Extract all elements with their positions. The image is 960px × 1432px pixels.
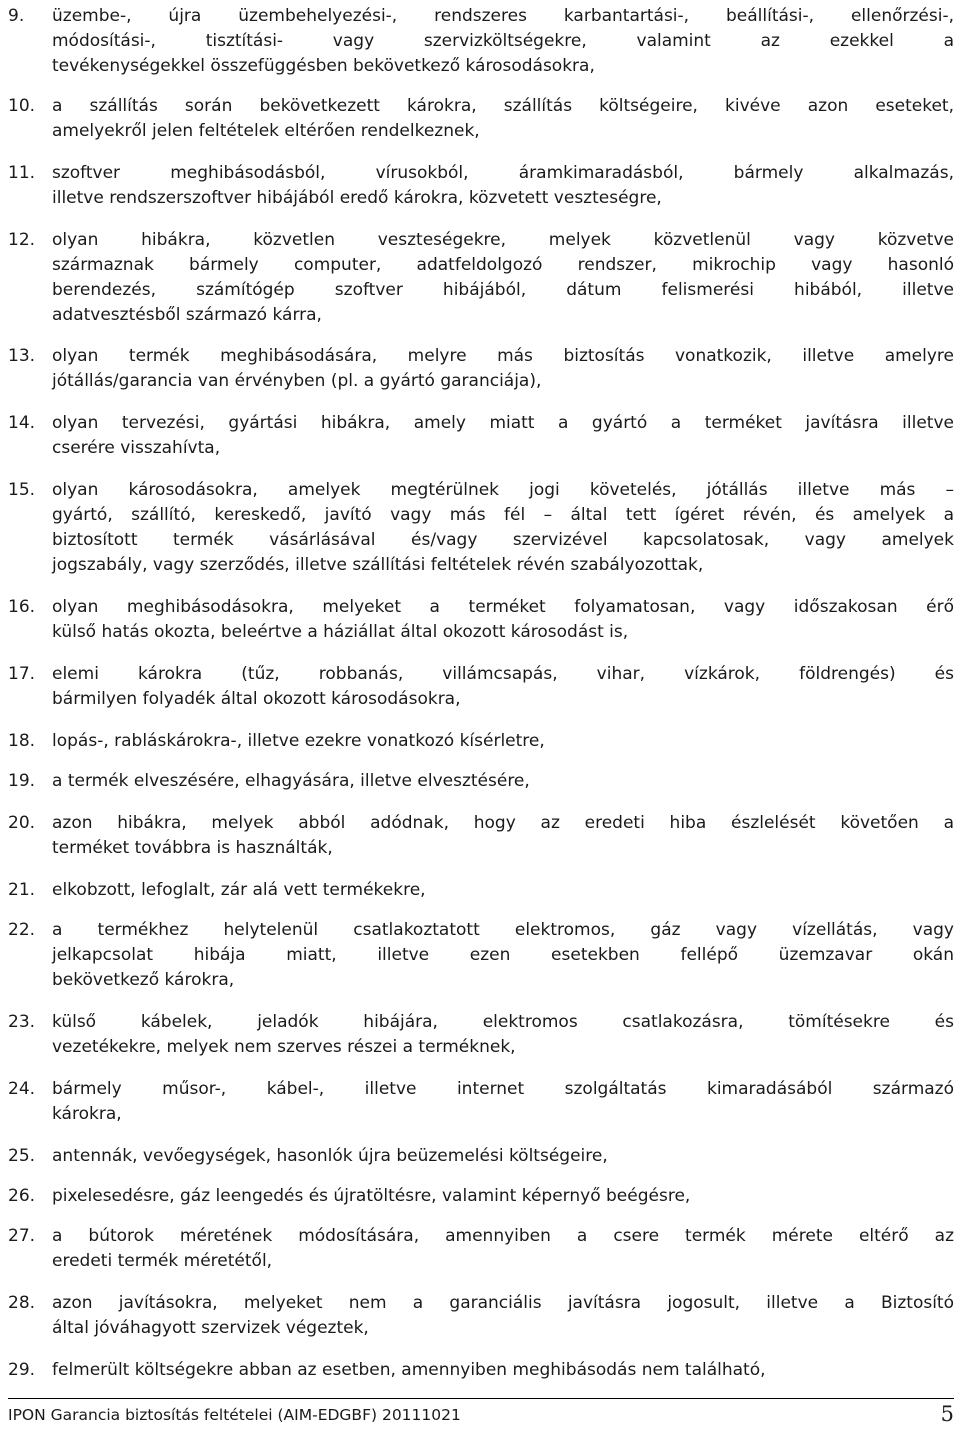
list-item: [8, 769, 954, 794]
text-line: jótállás/garancia van érvényben (pl. a gyártó garanciája),: [52, 371, 542, 391]
text-line: olyan termék meghibásodására, melyre más biztosítás vonatkozik, illetve amelyre: [52, 346, 954, 366]
list-item-number: 11.: [8, 163, 36, 183]
page-footer: [8, 1398, 954, 1426]
text-line: által jóváhagyott szervizek végeztek,: [52, 1318, 369, 1338]
list-item-text: [52, 1358, 954, 1383]
list-item-text: [52, 1224, 954, 1274]
list-item: [8, 878, 954, 903]
text-line: bármely műsor-, kábel-, illetve internet szolgáltatás kimaradásából származó: [52, 1079, 954, 1099]
text-line: pixelesedésre, gáz leengedés és újratöltésre, valamint képernyő beégésre,: [52, 1186, 691, 1206]
list-item: [8, 344, 954, 394]
list-item-number: 25.: [8, 1146, 36, 1166]
text-line: adatvesztésből származó kárra,: [52, 305, 322, 325]
text-line: károkra,: [52, 1104, 122, 1124]
text-line: elemi károkra (tűz, robbanás, villámcsapás, vihar, vízkárok, földrengés) és: [52, 664, 954, 684]
text-line: származnak bármely computer, adatfeldolgozó rendszer, mikrochip vagy hasonló: [52, 255, 954, 275]
list-item-text: [52, 344, 954, 394]
list-item: [8, 1184, 954, 1209]
list-item-text: [52, 769, 954, 794]
text-line: olyan tervezési, gyártási hibákra, amely miatt a gyártó a terméket javításra illetve: [52, 413, 954, 433]
text-line: a termék elveszésére, elhagyására, illetve elvesztésére,: [52, 771, 530, 791]
list-item: [8, 4, 954, 79]
text-line: terméket továbbra is használták,: [52, 838, 333, 858]
list-item-text: [52, 94, 954, 144]
list-item-number: 9.: [8, 6, 25, 26]
list-item-number: 24.: [8, 1079, 36, 1099]
text-line: üzembe-, újra üzembehelyezési-, rendszeres karbantartási-, beállítási-, ellenőrzési-,: [52, 6, 954, 26]
text-line: felmerült költségekre abban az esetben, amennyiben meghibásodás nem található,: [52, 1360, 766, 1380]
text-line: illetve rendszerszoftver hibájából eredő károkra, közvetett veszteségre,: [52, 188, 662, 208]
list-item-text: [52, 1010, 954, 1060]
text-line: szoftver meghibásodásból, vírusokból, áramkimaradásból, bármely alkalmazás,: [52, 163, 954, 183]
list-item-text: [52, 161, 954, 211]
list-item: [8, 478, 954, 578]
list-item-number: 22.: [8, 920, 36, 940]
list-item-number: 27.: [8, 1226, 36, 1246]
text-line: tevékenységekkel összefüggésben bekövetkező károsodásokra,: [52, 56, 595, 76]
list-item: [8, 1358, 954, 1383]
list-item-text: [52, 811, 954, 861]
list-item-text: [52, 1184, 954, 1209]
list-item-text: [52, 662, 954, 712]
list-item: [8, 811, 954, 861]
list-item: [8, 411, 954, 461]
list-item: [8, 1077, 954, 1127]
list-item-number: 10.: [8, 96, 36, 116]
text-line: olyan károsodásokra, amelyek megtérülnek jogi követelés, jótállás illetve más –: [52, 480, 954, 500]
text-line: külső kábelek, jeladók hibájára, elektromos csatlakozásra, tömítésekre és: [52, 1012, 954, 1032]
text-line: külső hatás okozta, beleértve a háziállat által okozott károsodást is,: [52, 622, 629, 642]
list-item-number: 16.: [8, 597, 36, 617]
list-item: [8, 918, 954, 993]
list-item-number: 14.: [8, 413, 36, 433]
list-item-text: [52, 918, 954, 993]
list-item-text: [52, 478, 954, 578]
text-line: cserére visszahívta,: [52, 438, 221, 458]
text-line: amelyekről jelen feltételek eltérően rendelkeznek,: [52, 121, 480, 141]
text-line: eredeti termék méretétől,: [52, 1251, 273, 1271]
text-line: bármilyen folyadék által okozott károsodásokra,: [52, 689, 461, 709]
list-item: [8, 1291, 954, 1341]
list-item: [8, 161, 954, 211]
text-line: bekövetkező károkra,: [52, 970, 235, 990]
text-line: antennák, vevőegységek, hasonlók újra beüzemelési költségeire,: [52, 1146, 608, 1166]
list-item-number: 12.: [8, 230, 36, 250]
list-item-number: 18.: [8, 731, 36, 751]
list-item-number: 26.: [8, 1186, 36, 1206]
list-item: [8, 228, 954, 328]
list-item-text: [52, 411, 954, 461]
list-item-number: 15.: [8, 480, 36, 500]
list-item-number: 29.: [8, 1360, 36, 1380]
list-item: [8, 662, 954, 712]
list-item: [8, 1144, 954, 1169]
list-item-number: 23.: [8, 1012, 36, 1032]
text-line: jogszabály, vagy szerződés, illetve szállítási feltételek révén szabályozottak,: [52, 555, 704, 575]
footer-document-title: IPON Garancia biztosítás feltételei (AIM-EDGBF) 20111021: [8, 1406, 461, 1424]
text-line: lopás-, rabláskárokra-, illetve ezekre vonatkozó kísérletre,: [52, 731, 545, 751]
text-line: a bútorok méretének módosítására, amennyiben a csere termék mérete eltérő az: [52, 1226, 954, 1246]
text-line: gyártó, szállító, kereskedő, javító vagy más fél – által tett ígéret révén, és amelyek a: [52, 505, 954, 525]
list-item-text: [52, 228, 954, 328]
text-line: biztosított termék vásárlásával és/vagy szervizével kapcsolatosak, vagy amelyek: [52, 530, 954, 550]
text-line: jelkapcsolat hibája miatt, illetve ezen esetekben fellépő üzemzavar okán: [52, 945, 954, 965]
list-item-text: [52, 1291, 954, 1341]
list-item: [8, 729, 954, 754]
text-line: módosítási-, tisztítási- vagy szervizköltségekre, valamint az ezekkel a: [52, 31, 954, 51]
list-item: [8, 1010, 954, 1060]
text-line: olyan hibákra, közvetlen veszteségekre, melyek közvetlenül vagy közvetve: [52, 230, 954, 250]
list-item: [8, 1224, 954, 1274]
list-item-number: 21.: [8, 880, 36, 900]
list-item-number: 20.: [8, 813, 36, 833]
list-item-text: [52, 595, 954, 645]
list-item-text: [52, 1144, 954, 1169]
text-line: olyan meghibásodásokra, melyeket a terméket folyamatosan, vagy időszakosan érő: [52, 597, 954, 617]
list-item-text: [52, 1077, 954, 1127]
text-line: elkobzott, lefoglalt, zár alá vett termékekre,: [52, 880, 426, 900]
list-item-number: 19.: [8, 771, 36, 791]
text-line: azon hibákra, melyek abból adódnak, hogy az eredeti hiba észlelését követően a: [52, 813, 954, 833]
list-item-number: 13.: [8, 346, 36, 366]
list-item-number: 17.: [8, 664, 36, 684]
text-line: a termékhez helytelenül csatlakoztatott elektromos, gáz vagy vízellátás, vagy: [52, 920, 954, 940]
text-line: azon javításokra, melyeket nem a garanciális javításra jogosult, illetve a Biztosító: [52, 1293, 954, 1313]
list-item-text: [52, 878, 954, 903]
text-line: berendezés, számítógép szoftver hibájából, dátum felismerési hibából, illetve: [52, 280, 954, 300]
list-item: [8, 94, 954, 144]
list-item-number: 28.: [8, 1293, 36, 1313]
text-line: a szállítás során bekövetkezett károkra, szállítás költségeire, kivéve azon eseteket,: [52, 96, 954, 116]
list-item-text: [52, 729, 954, 754]
list-item-text: [52, 4, 954, 79]
text-line: vezetékekre, melyek nem szerves részei a terméknek,: [52, 1037, 516, 1057]
page-number: 5: [940, 1402, 954, 1426]
list-item: [8, 595, 954, 645]
